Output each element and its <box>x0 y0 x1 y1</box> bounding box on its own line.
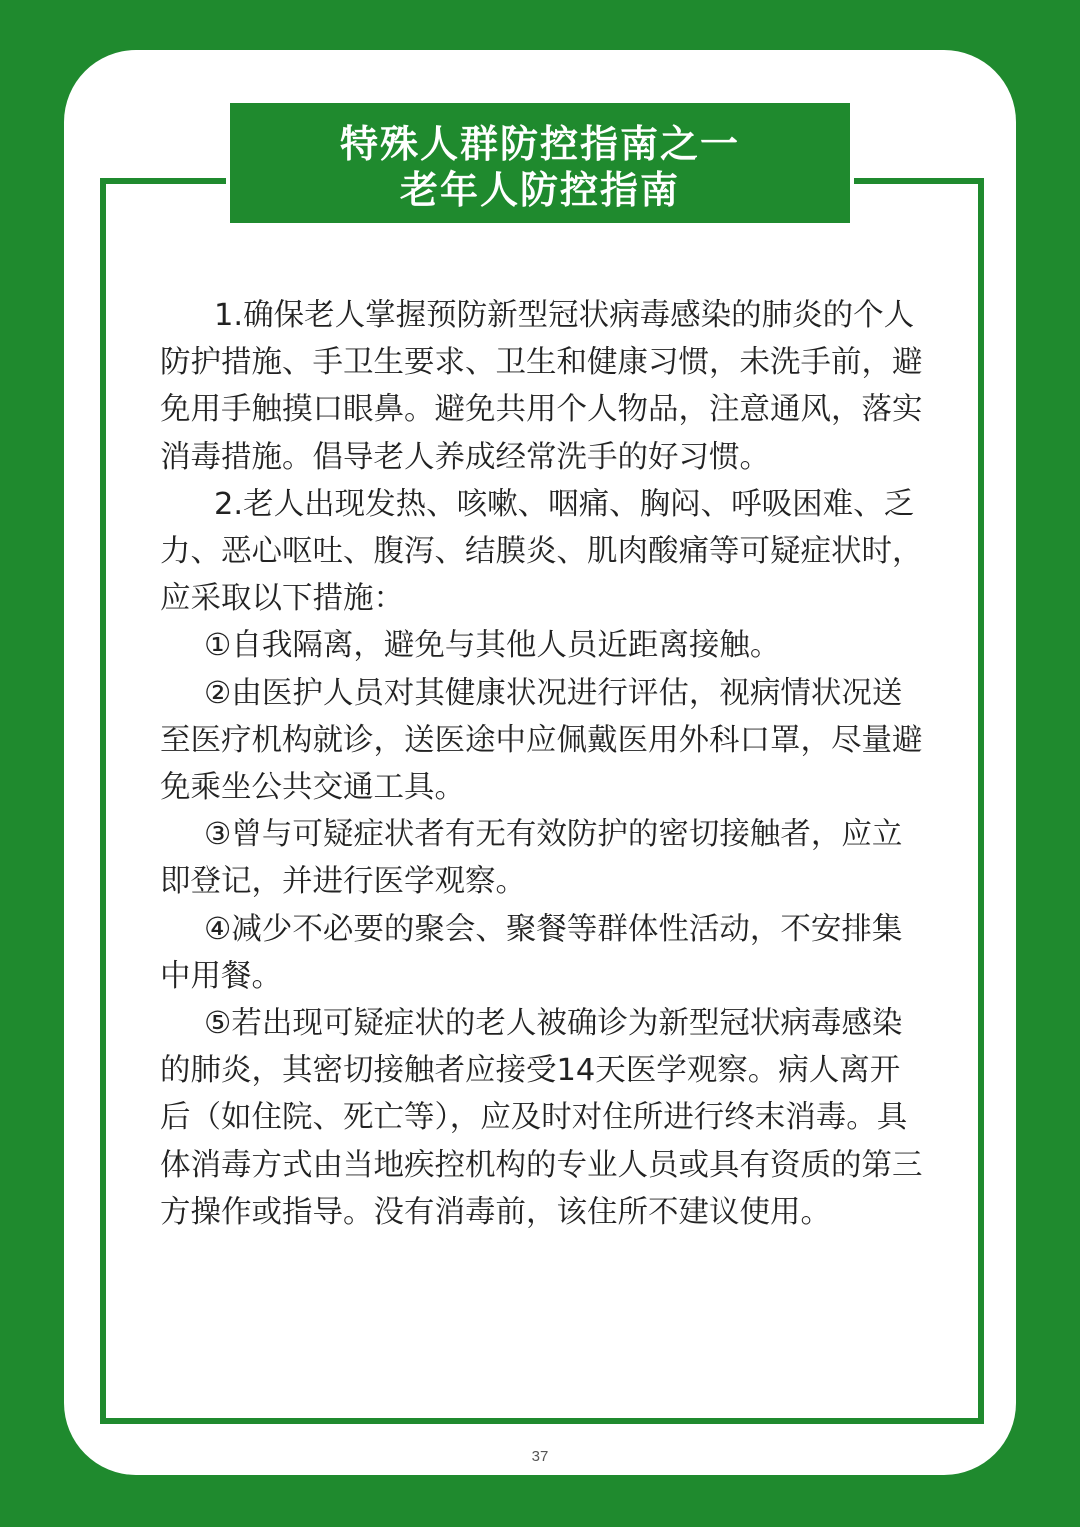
paragraph-2: 2.老人出现发热、咳嗽、咽痛、胸闷、呼吸困难、乏力、恶心呕吐、腹泻、结膜炎、肌肉酸痛等可疑症状时，应采取以下措施： <box>160 486 923 617</box>
measure-5: ⑤若出现可疑症状的老人被确诊为新型冠状病毒感染的肺炎，其密切接触者应接受14天医学观察。病人离开后（如住院、死亡等），应及时对住所进行终末消毒。具体消毒方式由当地疾控机构的专业人员或具有资质的第三方操作或指导。没有消毒前，该住所不建议使用。 <box>160 1006 923 1230</box>
measure-2: ②由医护人员对其健康状况进行评估，视病情状况送至医疗机构就诊，送医途中应佩戴医用外科口罩，尽量避免乘坐公共交通工具。 <box>160 675 923 806</box>
paragraph-1: 1.确保老人掌握预防新型冠状病毒感染的肺炎的个人防护措施、手卫生要求、卫生和健康习惯，未洗手前，避免用手触摸口眼鼻。避免共用个人物品，注意通风，落实消毒措施。倡导老人养成经常洗手的好习惯。 <box>160 298 923 475</box>
title-line-2: 老年人防控指南 <box>399 168 680 212</box>
measure-3: ③曾与可疑症状者有无有效防护的密切接触者，应立即登记，并进行医学观察。 <box>160 817 903 900</box>
measure-1: ①自我隔离，避免与其他人员近距离接触。 <box>204 628 781 664</box>
body-text <box>160 292 930 1236</box>
measure-4: ④减少不必要的聚会、聚餐等群体性活动，不安排集中用餐。 <box>160 911 903 994</box>
title-line-1: 特殊人群防控指南之一 <box>339 122 740 166</box>
title-banner <box>226 99 854 227</box>
page-number: 37 <box>531 1448 549 1465</box>
